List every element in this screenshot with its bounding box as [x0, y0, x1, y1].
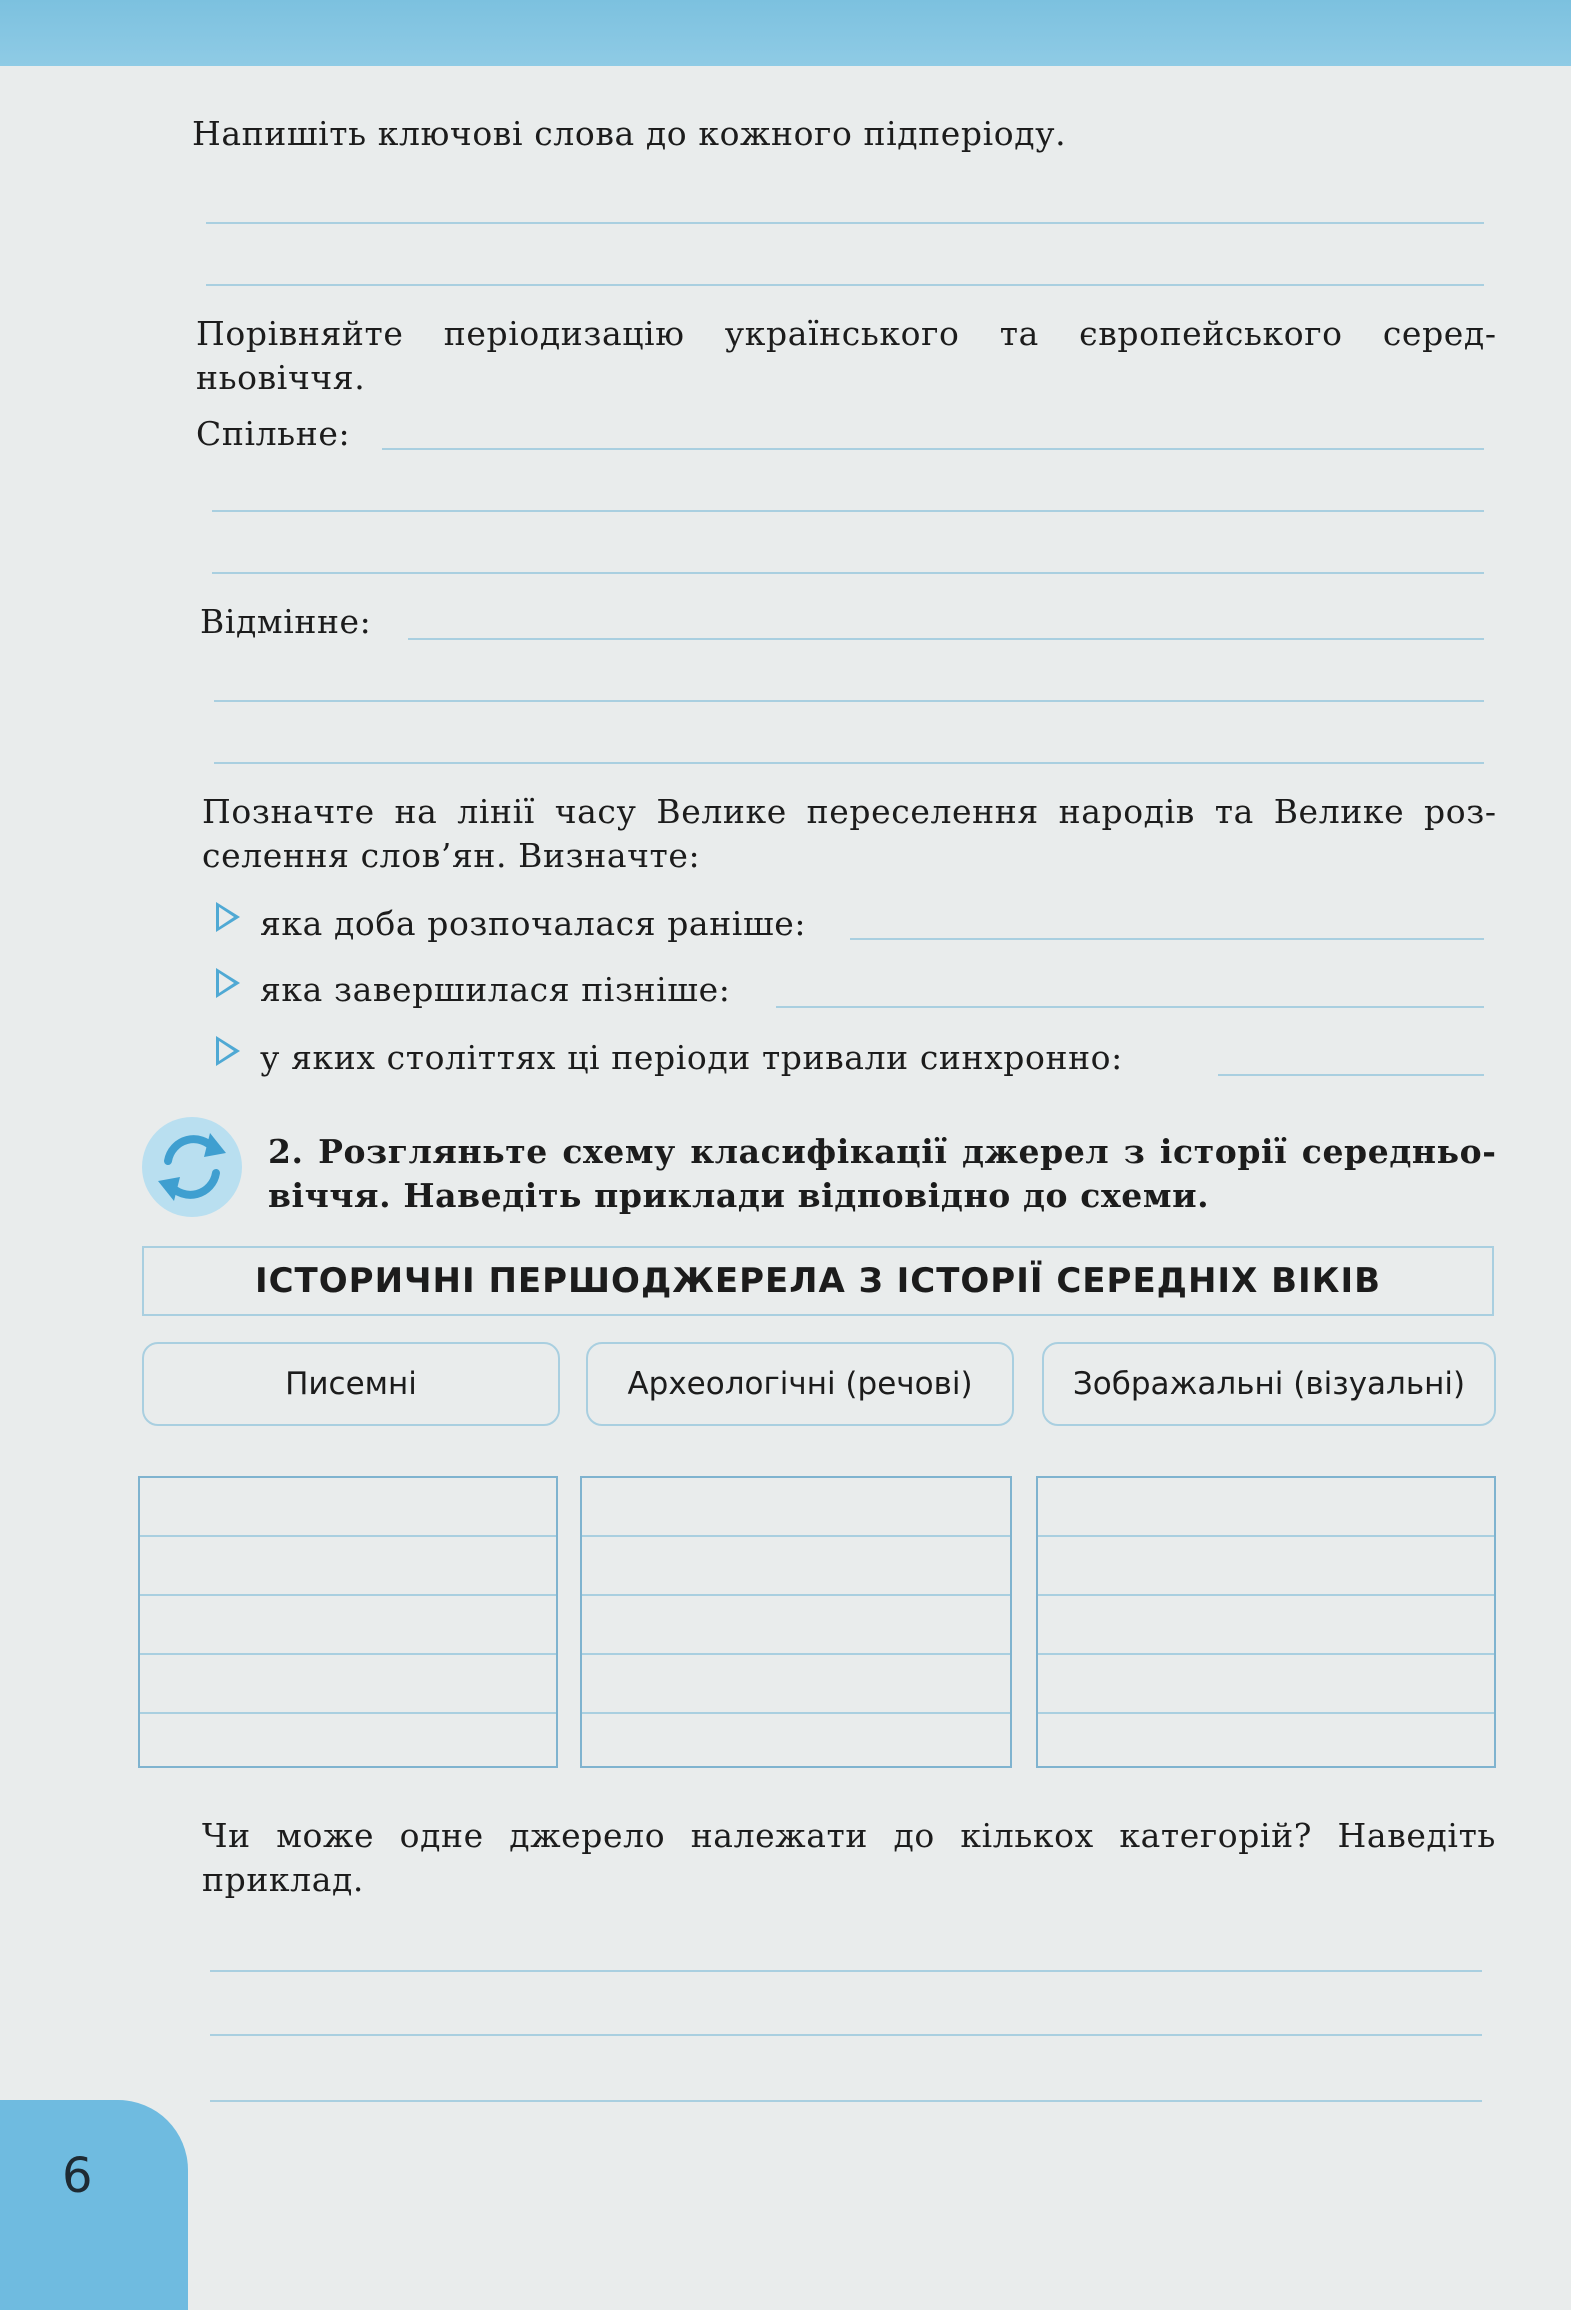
answer-line[interactable] [212, 510, 1484, 512]
timeline-question: Позначте на лінії часу Велике переселення народів та Велике розселення слов’ян. Визначте: [202, 792, 1496, 875]
answer-line[interactable] [214, 700, 1484, 702]
bullet-answer-line[interactable] [776, 1006, 1484, 1008]
bullet-arrow-icon [216, 1036, 240, 1066]
page-corner-tab [0, 2100, 188, 2310]
page-number: 6 [62, 2148, 93, 2204]
bullet-item: яка завершилася пізніше: [260, 970, 731, 1009]
answer-line[interactable] [210, 1970, 1482, 1972]
answer-line[interactable] [206, 222, 1484, 224]
bullet-item: у яких століттях ці періоди тривали синхронно: [260, 1038, 1123, 1077]
bullet-arrow-icon [216, 902, 240, 932]
category-written: Писемні [142, 1342, 560, 1426]
common-answer-line[interactable] [382, 448, 1484, 450]
archaeological-sources-answer-box[interactable] [580, 1476, 1012, 1768]
answer-line[interactable] [212, 572, 1484, 574]
categories-question: Чи може одне джерело належати до кількох категорій? Наведіть приклад. [202, 1816, 1496, 1899]
category-archaeological: Археологічні (речові) [586, 1342, 1014, 1426]
bullet-arrow-icon [216, 968, 240, 998]
different-label: Відмінне: [200, 602, 372, 641]
visual-sources-answer-box[interactable] [1036, 1476, 1496, 1768]
compare-question: Порівняйте періодизацію українського та європейського середньовіччя. [196, 314, 1496, 397]
category-visual: Зображальні (візуальні) [1042, 1342, 1496, 1426]
written-sources-answer-box[interactable] [138, 1476, 558, 1768]
bullet-item: яка доба розпочалася раніше: [260, 904, 807, 943]
bullet-answer-line[interactable] [1218, 1074, 1484, 1076]
scheme-title: ІСТОРИЧНІ ПЕРШОДЖЕРЕЛА З ІСТОРІЇ СЕРЕДНІХ ВІКІВ [142, 1246, 1494, 1316]
different-answer-line[interactable] [408, 638, 1484, 640]
common-label: Спільне: [196, 414, 351, 453]
answer-line[interactable] [206, 284, 1484, 286]
top-color-band [0, 0, 1571, 66]
answer-line[interactable] [214, 762, 1484, 764]
cycle-arrows-icon [140, 1115, 244, 1219]
bullet-answer-line[interactable] [850, 938, 1484, 940]
task-2-instruction: 2. Розгляньте схему класифікації джерел з історії середньовіччя. Наведіть приклади відповідно до схеми. [268, 1132, 1496, 1215]
keywords-question: Напишіть ключові слова до кожного підперіоду. [192, 114, 1067, 153]
answer-line[interactable] [210, 2034, 1482, 2036]
answer-line[interactable] [210, 2100, 1482, 2102]
